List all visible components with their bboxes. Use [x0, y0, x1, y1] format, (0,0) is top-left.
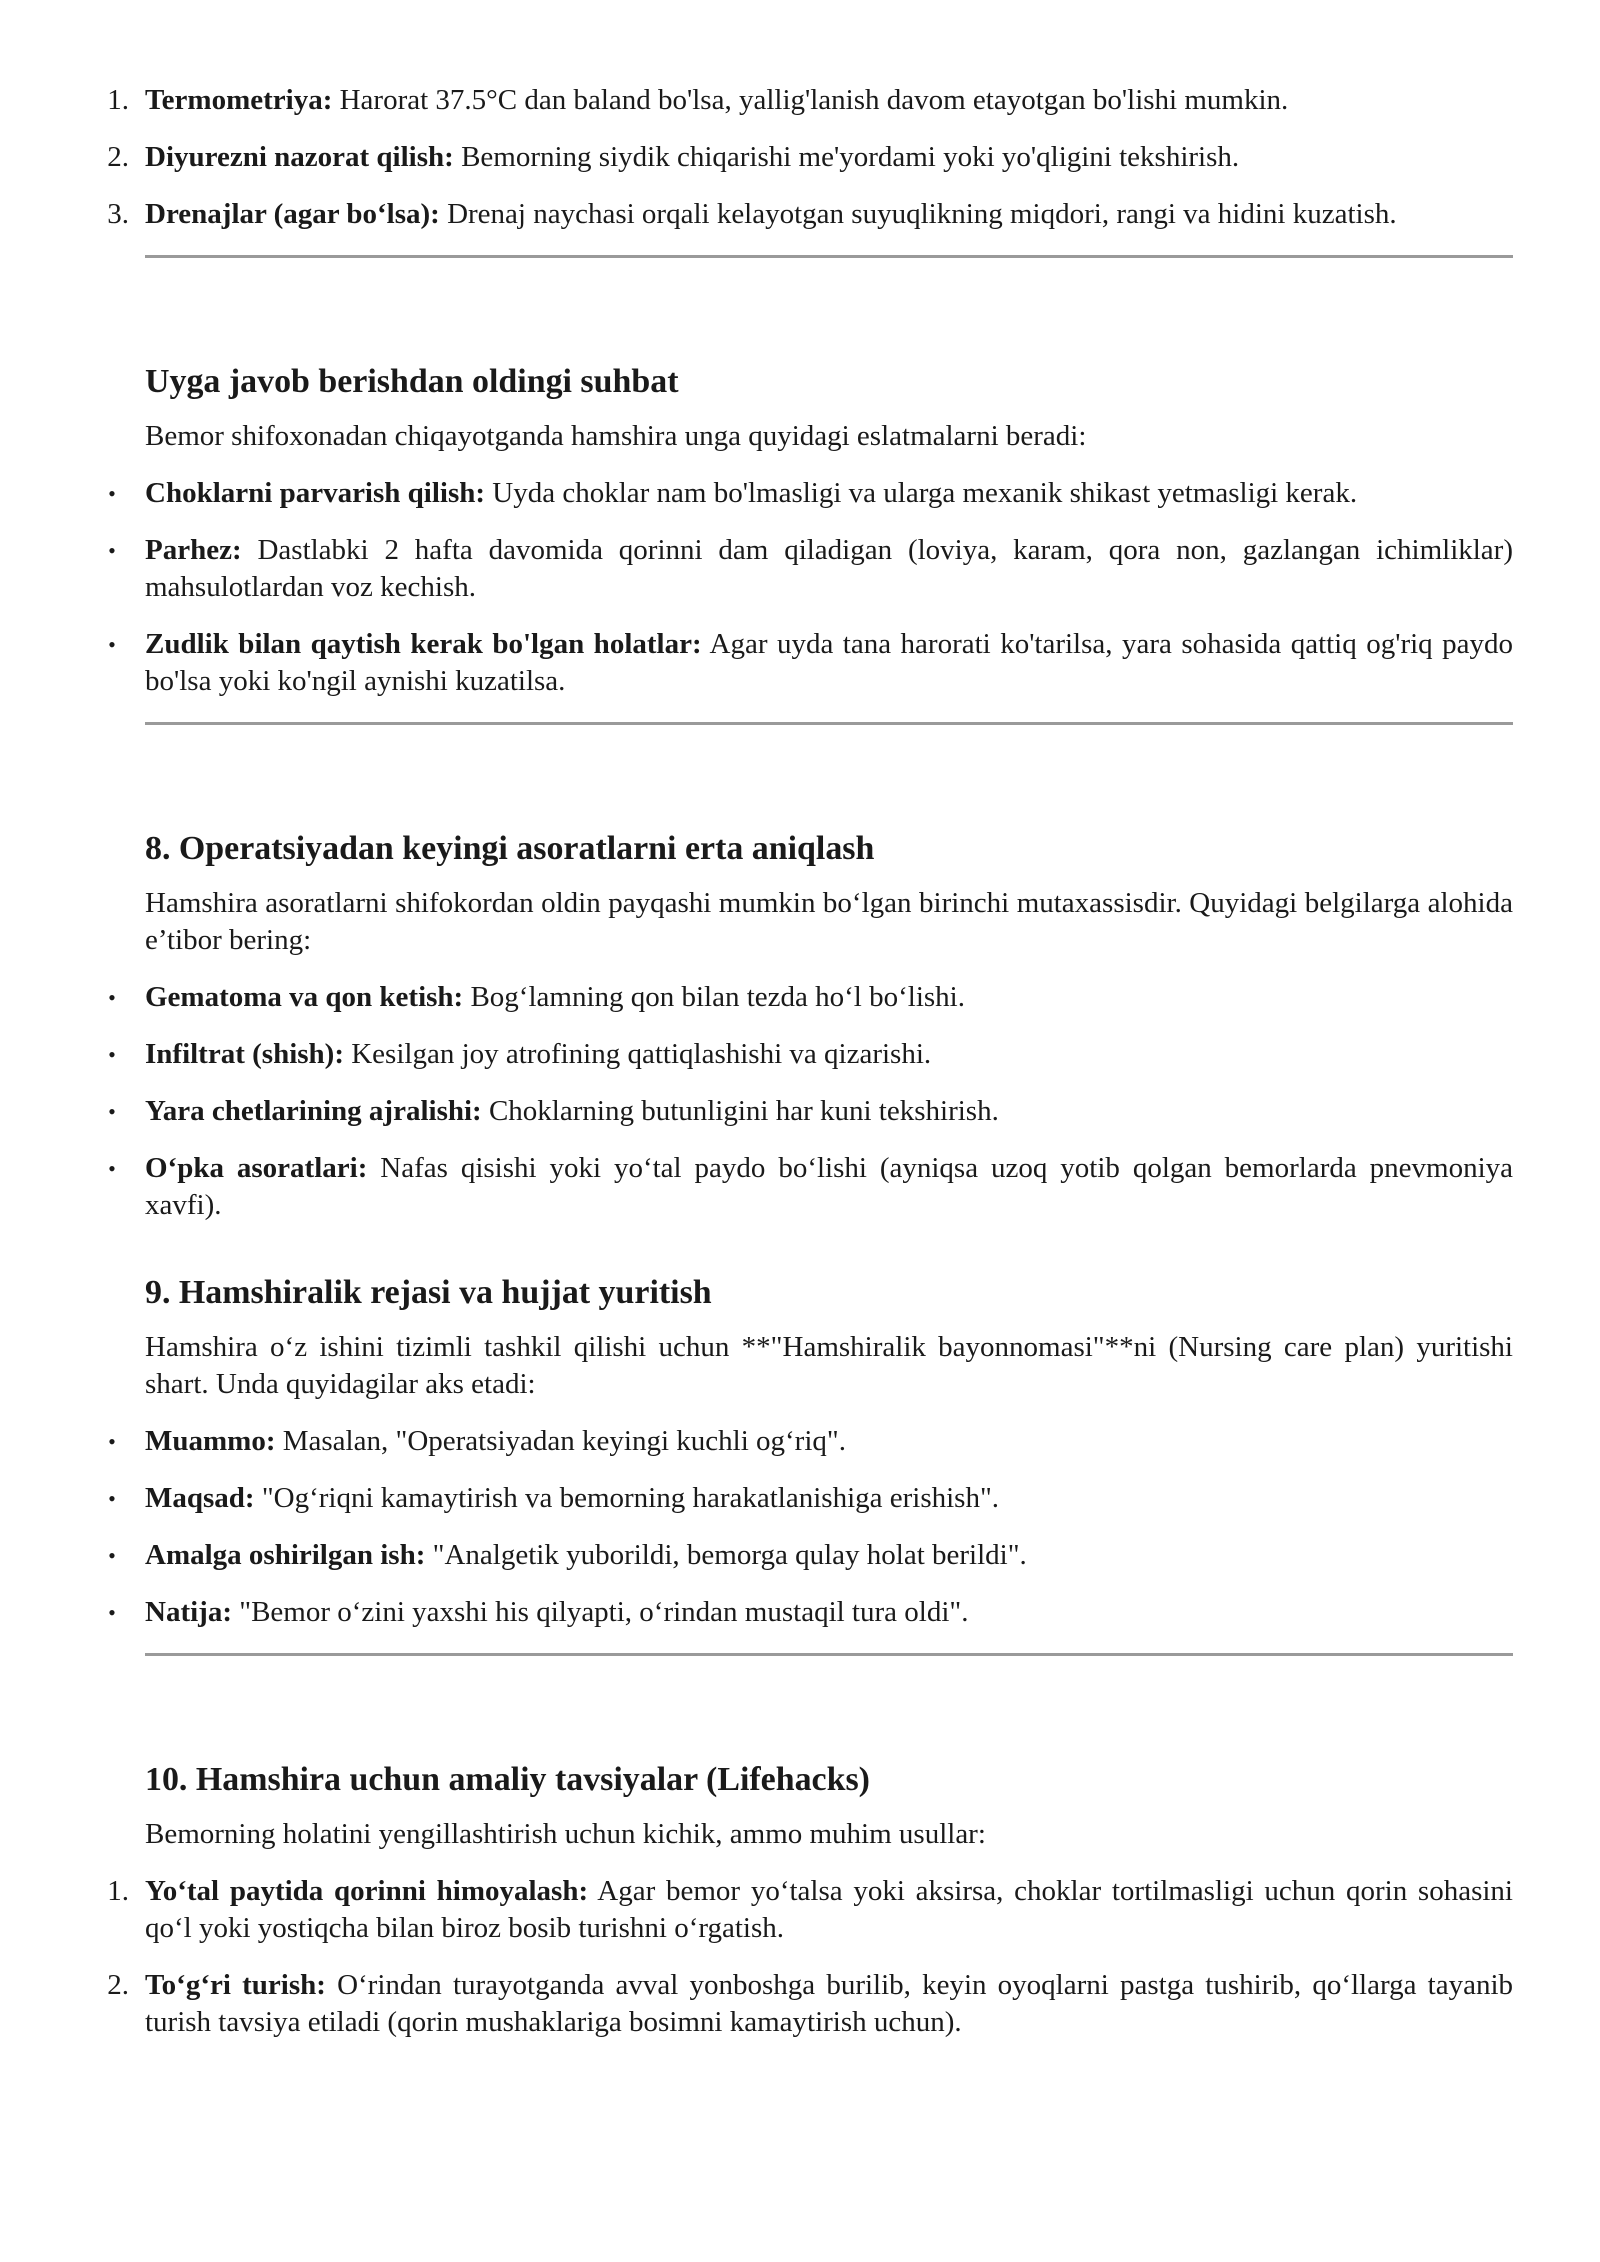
- section-divider: [145, 255, 1513, 258]
- item-text: Kesilgan joy atrofining qattiqlashishi va qizarishi.: [351, 1038, 932, 1070]
- list-number: 1.: [107, 1875, 129, 1907]
- section-title-complications: 8. Operatsiyadan keyingi asoratlarni erta aniqlash: [145, 830, 875, 867]
- list-item: [108, 1480, 1513, 1517]
- item-text: Bog‘lamning qon bilan tezda ho‘l bo‘lishi.: [470, 981, 965, 1013]
- complications-bullets: [108, 979, 1513, 1224]
- list-item: [108, 1036, 1513, 1073]
- list-item: [108, 1537, 1513, 1574]
- section-title-care-plan: 9. Hamshiralik rejasi va hujjat yuritish: [145, 1274, 712, 1311]
- item-term: Parhez:: [145, 534, 242, 566]
- item-text: Nafas qisishi yoki yo‘tal paydo bo‘lishi (ayniqsa uzoq yotib qolgan bemorlarda pnevmoniya xavfi).: [145, 1152, 1513, 1221]
- item-term: Amalga oshirilgan ish:: [145, 1539, 426, 1571]
- list-item: [108, 1594, 1513, 1631]
- item-text: Agar uyda tana harorati ko'tarilsa, yara sohasida qattiq og'riq paydo bo'lsa yoki ko'ngil aynishi kuzatilsa.: [145, 628, 1513, 697]
- list-number: 2.: [107, 141, 129, 173]
- item-text: Agar bemor yo‘talsa yoki aksirsa, choklar tortilmasligi uchun qorin sohasini qo‘l yoki yostiqcha bilan biroz bosib turishni o‘rgatish.: [145, 1875, 1513, 1944]
- bullet-icon: •: [108, 1156, 116, 1181]
- item-text: Harorat 37.5°C dan baland bo'lsa, yallig'lanish davom etayotgan bo'lishi mumkin.: [339, 84, 1289, 116]
- list-number: 2.: [107, 1969, 129, 2001]
- list-number: 1.: [107, 84, 129, 116]
- list-item: [107, 139, 1513, 176]
- item-term: Termometriya:: [145, 84, 333, 116]
- item-term: Maqsad:: [145, 1482, 255, 1514]
- item-term: Muammo:: [145, 1425, 276, 1457]
- list-item: [108, 1150, 1513, 1224]
- item-text: Masalan, "Operatsiyadan keyingi kuchli og‘riq".: [282, 1425, 846, 1457]
- bullet-icon: •: [108, 1486, 116, 1511]
- section-divider: [145, 722, 1513, 725]
- item-text: Uyda choklar nam bo'lmasligi va ularga mexanik shikast yetmasligi kerak.: [492, 477, 1358, 509]
- care-plan-bullets: [108, 1423, 1513, 1631]
- bullet-icon: •: [108, 1099, 116, 1124]
- section-intro: Bemorning holatini yengillashtirish uchun kichik, ammo muhim usullar:: [145, 1818, 986, 1850]
- list-item: [108, 532, 1513, 606]
- list-item: [108, 979, 1513, 1016]
- list-number: 3.: [107, 198, 129, 230]
- bullet-icon: •: [108, 1429, 116, 1454]
- section-divider: [145, 1653, 1513, 1656]
- bullet-icon: •: [108, 1543, 116, 1568]
- item-text: "Bemor o‘zini yaxshi his qilyapti, o‘rindan mustaqil tura oldi".: [239, 1596, 969, 1628]
- list-item: [108, 475, 1513, 512]
- bullet-icon: •: [108, 985, 116, 1010]
- list-item: [107, 82, 1513, 119]
- item-term: Diyurezni nazorat qilish:: [145, 141, 454, 173]
- list-item: [107, 196, 1513, 233]
- list-item: [108, 626, 1513, 700]
- item-term: Natija:: [145, 1596, 232, 1628]
- list-item: [108, 1423, 1513, 1460]
- section-intro: Bemor shifoxonadan chiqayotganda hamshira unga quyidagi eslatmalarni beradi:: [145, 420, 1087, 452]
- item-term: O‘pka asoratlari:: [145, 1152, 368, 1184]
- list-item: [108, 1093, 1513, 1130]
- item-term: To‘g‘ri turish:: [145, 1969, 326, 2001]
- item-text: Choklarning butunligini har kuni tekshirish.: [488, 1095, 999, 1127]
- section-intro: Hamshira o‘z ishini tizimli tashkil qilishi uchun **"Hamshiralik bayonnomasi"**ni (Nursing care plan) yuritishi shart. Unda quyidagilar aks etadi:: [145, 1331, 1513, 1400]
- section-title-lifehacks: 10. Hamshira uchun amaliy tavsiyalar (Lifehacks): [145, 1761, 870, 1798]
- bullet-icon: •: [108, 1042, 116, 1067]
- item-term: Gematoma va qon ketish:: [145, 981, 464, 1013]
- document-content: [107, 82, 1513, 2041]
- bullet-icon: •: [108, 538, 116, 563]
- list-item: [107, 1967, 1513, 2041]
- item-text: "Og‘riqni kamaytirish va bemorning harakatlanishiga erishish".: [261, 1482, 1000, 1514]
- item-text: "Analgetik yuborildi, bemorga qulay holat berildi".: [432, 1539, 1027, 1571]
- item-text: Dastlabki 2 hafta davomida qorinni dam qiladigan (loviya, karam, qora non, gazlangan ichimliklar) mahsulotlardan voz kechish.: [145, 534, 1513, 603]
- item-term: Infiltrat (shish):: [145, 1038, 344, 1070]
- bullet-icon: •: [108, 481, 116, 506]
- discharge-bullets: [108, 475, 1513, 700]
- section-intro: Hamshira asoratlarni shifokordan oldin payqashi mumkin bo‘lgan birinchi mutaxassisdir. Quyidagi belgilarga alohida e’tibor bering:: [145, 887, 1513, 956]
- item-text: Drenaj naychasi orqali kelayotgan suyuqlikning miqdori, rangi va hidini kuzatish.: [447, 198, 1397, 230]
- bullet-icon: •: [108, 1600, 116, 1625]
- item-term: Drenajlar (agar bo‘lsa):: [145, 198, 440, 230]
- monitoring-list: [107, 82, 1513, 233]
- lifehacks-list: [107, 1873, 1513, 2041]
- item-text: O‘rindan turayotganda avval yonboshga burilib, keyin oyoqlarni pastga tushirib, qo‘llarga tayanib turish tavsiya etiladi (qorin mushaklariga bosimni kamaytirish uchun).: [145, 1969, 1513, 2038]
- list-item: [107, 1873, 1513, 1947]
- item-term: Choklarni parvarish qilish:: [145, 477, 486, 509]
- bullet-icon: •: [108, 632, 116, 657]
- item-text: Bemorning siydik chiqarishi me'yordami yoki yo'qligini tekshirish.: [461, 141, 1240, 173]
- item-term: Zudlik bilan qaytish kerak bo'lgan holatlar:: [145, 628, 702, 660]
- item-term: Yo‘tal paytida qorinni himoyalash:: [145, 1875, 589, 1907]
- section-title-discharge: Uyga javob berishdan oldingi suhbat: [145, 363, 679, 400]
- item-term: Yara chetlarining ajralishi:: [145, 1095, 482, 1127]
